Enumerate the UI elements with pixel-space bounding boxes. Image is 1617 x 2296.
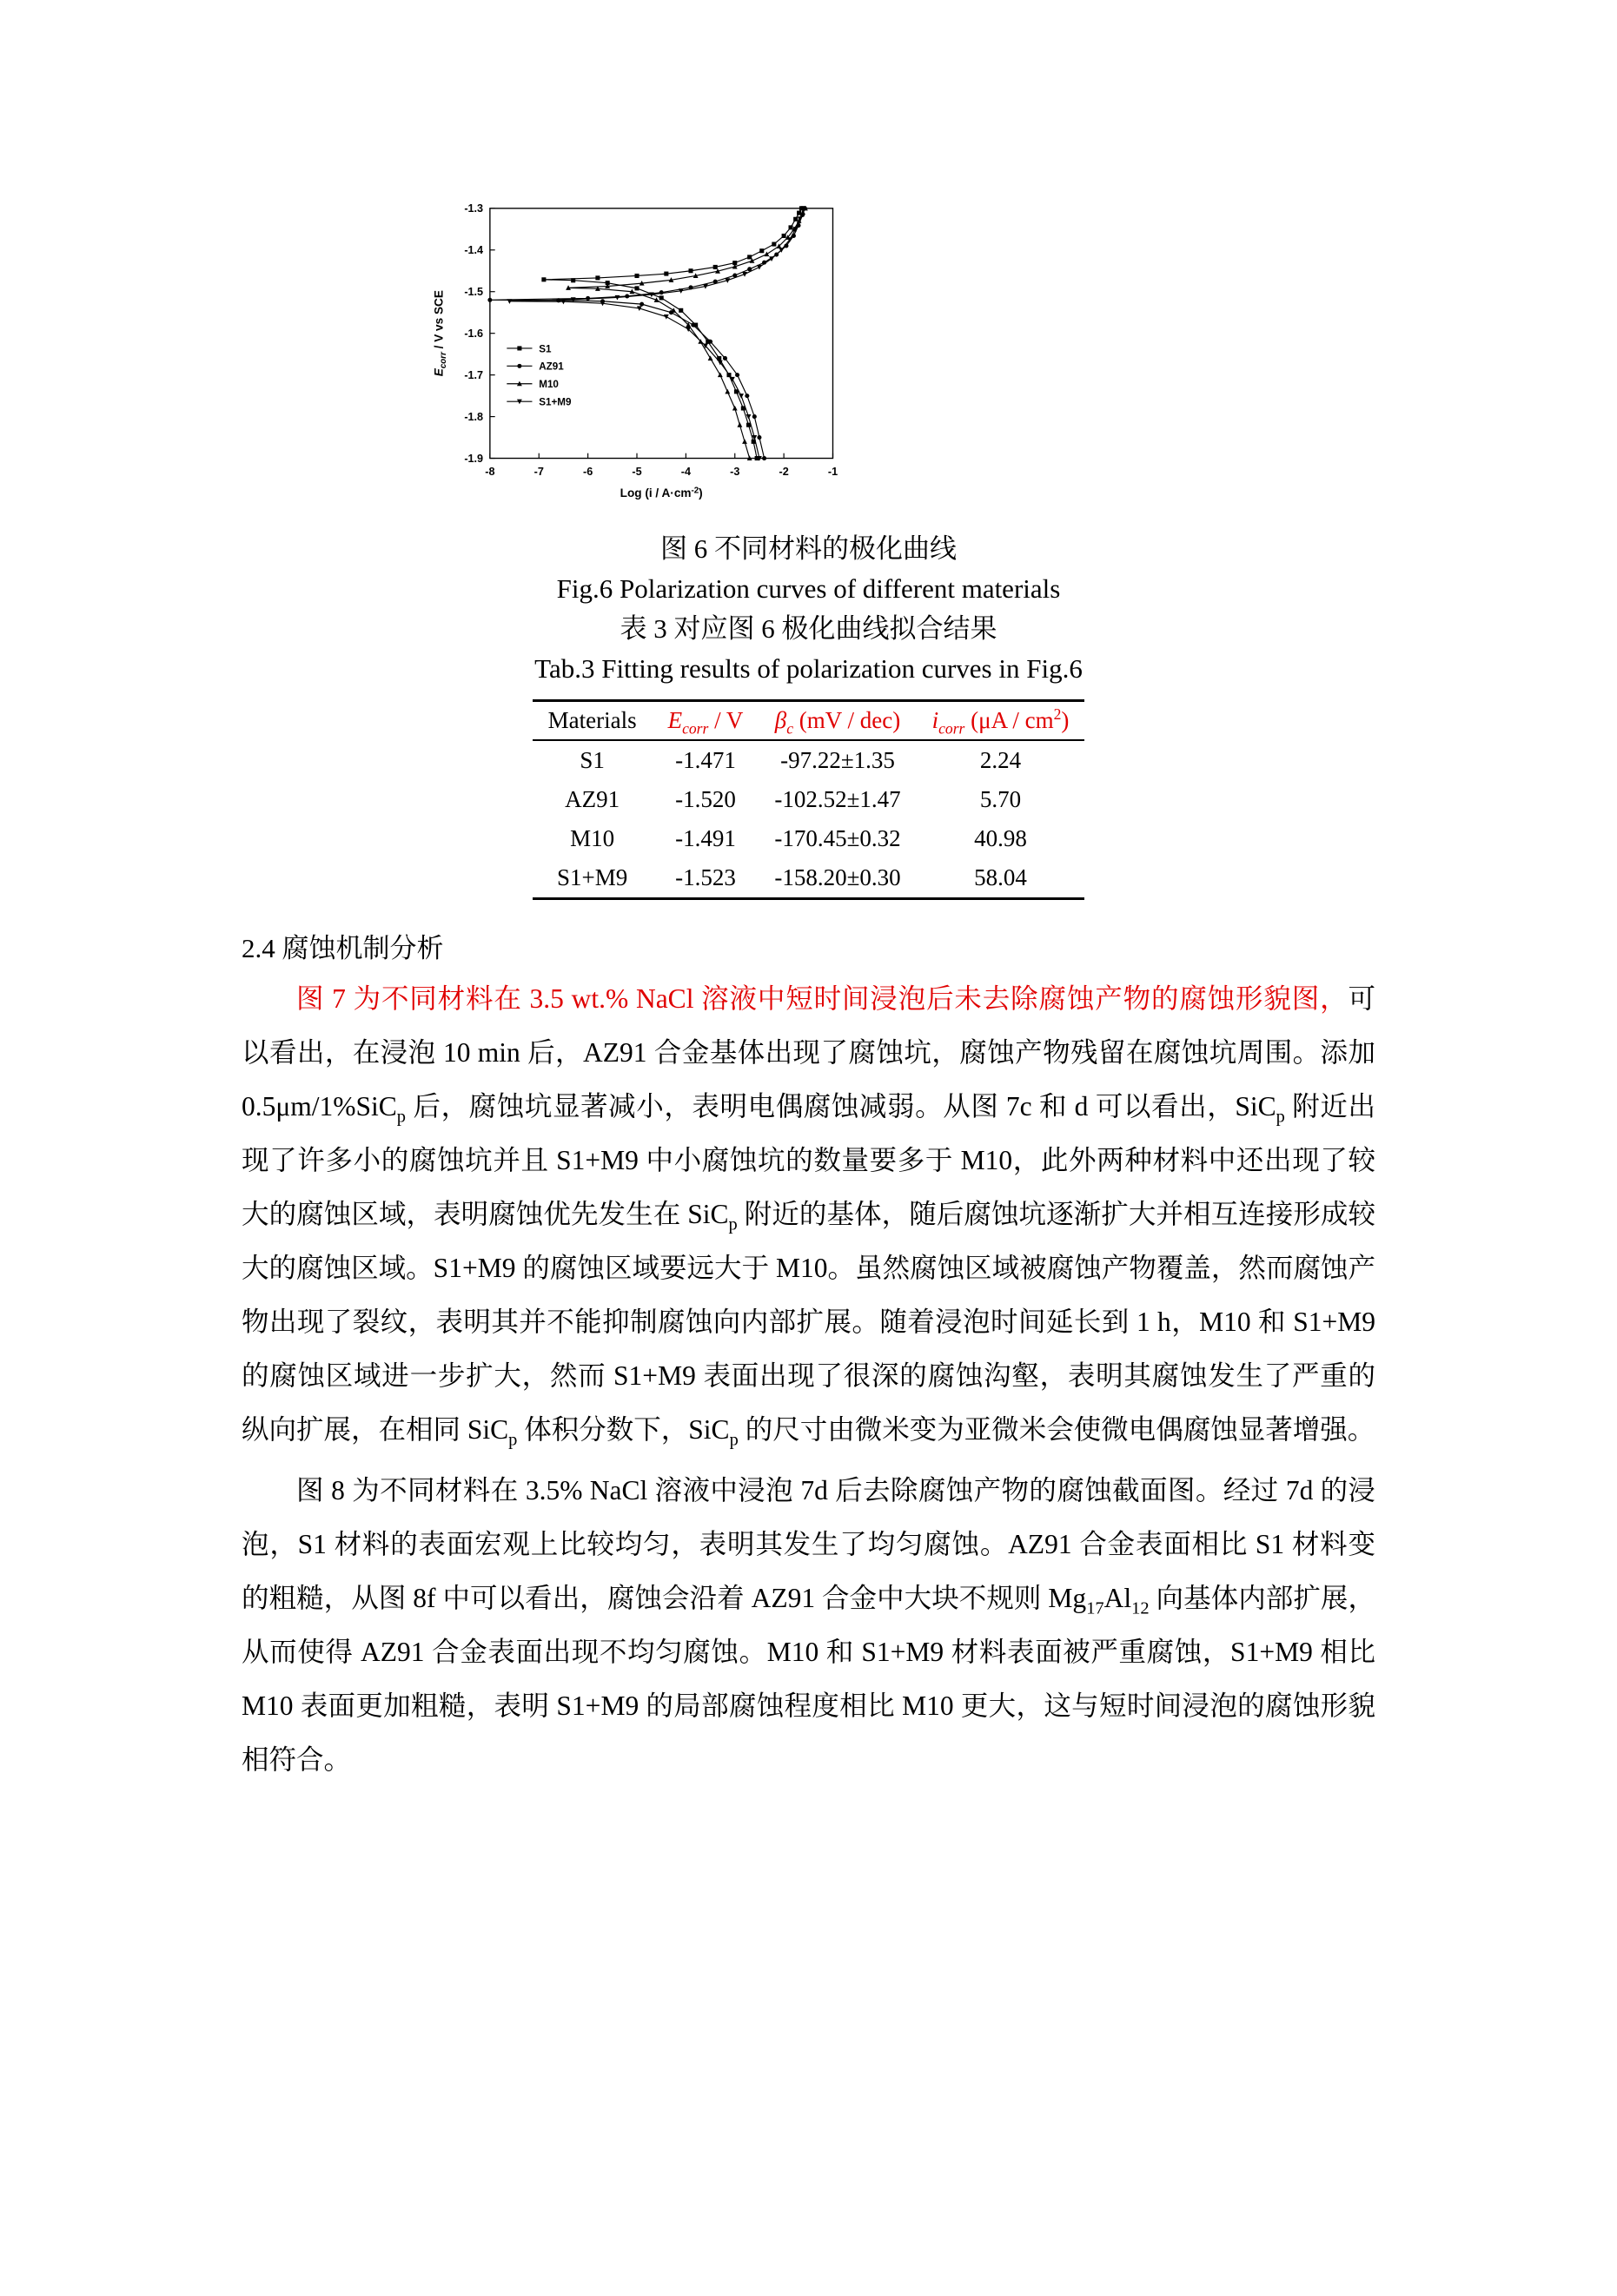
text-segment: corr — [938, 719, 965, 738]
polarization-chart — [242, 196, 1375, 515]
text-segment: p — [1276, 1107, 1285, 1127]
text-segment: 可以看出，在浸泡 10 min 后，AZ91 合金基体出现了腐蚀坑，腐蚀产物残留在腐蚀坑周围。添加 0.5μm/1%SiC — [242, 983, 1375, 1122]
table3-caption-en: Tab.3 Fitting results of polarization curves in Fig.6 — [534, 653, 1083, 684]
text-segment: 后，腐蚀坑显著减小，表明电偶腐蚀减弱。从图 7c 和 d 可以看出，SiC — [406, 1091, 1276, 1122]
svg-text:Log (i / A·cm-2): Log $(i / A\cdot cm^{-2})$ — [620, 486, 703, 500]
text-segment: p — [396, 1107, 407, 1127]
table-cell: -1.520 — [675, 786, 736, 812]
figure6-caption-en: Fig.6 Polarization curves of different materials — [556, 573, 1061, 604]
table-cell: 58.04 — [974, 864, 1027, 890]
table-cell: S1+M9 — [556, 864, 628, 890]
svg-text:AZ91: AZ91 — [539, 361, 564, 373]
text-segment: / V — [708, 707, 744, 733]
text-segment: corr — [682, 719, 709, 738]
table-cell: -170.45±0.32 — [774, 825, 901, 851]
svg-text:-1.6: -1.6 — [464, 328, 484, 341]
svg-text:-1.8: -1.8 — [464, 410, 484, 423]
table-cell: 2.24 — [979, 747, 1022, 773]
text-segment: 附近出现了许多小的腐蚀坑并且 S1+M9 中小腐蚀坑的数量要多于 M10，此外两种材料中还出现了较大的腐蚀区域，表明腐蚀优先发生在 SiC — [242, 1091, 1375, 1229]
svg-text:M10: M10 — [539, 379, 559, 391]
text-segment: p — [729, 1430, 739, 1450]
text-segment: 图 8 为不同材料在 3.5% NaCl 溶液中浸泡 7d 后去除腐蚀产物的腐蚀截面图。经过 7d 的浸泡，S1 材料的表面宏观上比较均匀，表明其发生了均匀腐蚀。AZ91 合金表面相比 S1 材料变的粗糙，从图 8f 中可以看出，腐蚀会沿着 AZ91 合金中大块不规则 Mg — [242, 1475, 1375, 1613]
text-segment: 17 — [1086, 1598, 1104, 1618]
figure6-caption-zh: 图 6 不同材料的极化曲线 — [660, 533, 957, 564]
table3-caption-zh: 表 3 对应图 6 极化曲线拟合结果 — [620, 613, 997, 644]
table-cell: -102.52±1.47 — [774, 786, 901, 812]
paragraph-cross-section — [242, 1464, 1375, 1787]
table-cell: 5.70 — [979, 786, 1022, 812]
figure6-block — [242, 196, 1375, 515]
polarization-chart-svg — [426, 196, 848, 511]
text-segment: (μA / cm — [964, 707, 1054, 733]
table-row — [533, 780, 1085, 819]
table-cell: S1 — [580, 747, 605, 773]
svg-text:-1: -1 — [827, 465, 838, 478]
svg-text:-1.7: -1.7 — [464, 368, 484, 381]
text-segment: Al — [1103, 1583, 1132, 1613]
table-row — [533, 819, 1085, 858]
text-segment: i — [931, 707, 939, 733]
text-segment: 2 — [1053, 705, 1062, 723]
table-row — [533, 858, 1085, 899]
svg-text:S1: S1 — [539, 343, 552, 355]
table-cell: -1.491 — [675, 825, 736, 851]
table-cell: -97.22±1.35 — [780, 747, 895, 773]
paragraph-corrosion-morphology — [242, 972, 1375, 1457]
text-segment: c — [786, 719, 793, 738]
text-segment: p — [508, 1430, 518, 1450]
table-cell: -1.471 — [675, 747, 736, 773]
svg-text:-2: -2 — [779, 465, 789, 478]
text-segment: p — [728, 1214, 738, 1234]
text-segment: β — [774, 707, 787, 733]
table-header — [533, 701, 1085, 741]
text-segment: 向基体内部扩展，从而使得 AZ91 合金表面出现不均匀腐蚀。M10 和 S1+M9 材料表面被严重腐蚀，S1+M9 相比 M10 表面更加粗糙，表明 S1+M9 的局部腐蚀程度相比 M10 更大，这与短时间浸泡的腐蚀形貌相符合。 — [242, 1583, 1375, 1775]
svg-text:Ecorr / V vs SCE: $E_{corr}$ / V vs SCE — [432, 290, 448, 377]
svg-text:-1.9: -1.9 — [464, 452, 484, 465]
svg-text:-1.5: -1.5 — [464, 286, 484, 299]
table-cell: M10 — [570, 825, 615, 851]
table-cell: -1.523 — [675, 864, 736, 890]
svg-text:-4: -4 — [680, 465, 691, 478]
text-segment: 12 — [1131, 1598, 1150, 1618]
fitting-results-table-body — [533, 740, 1085, 899]
col-materials — [533, 701, 653, 741]
col-beta-c — [759, 701, 916, 741]
table-cell: 40.98 — [974, 825, 1027, 851]
svg-text:-1.3: -1.3 — [464, 202, 484, 215]
table-wrap — [242, 699, 1375, 900]
table-row — [533, 740, 1085, 780]
text-segment: 的尺寸由微米变为亚微米会使微电偶腐蚀显著增强。 — [738, 1414, 1375, 1445]
text-segment: (mV / dec) — [792, 707, 901, 733]
text-segment: 体积分数下，SiC — [517, 1414, 730, 1445]
page-content — [242, 196, 1375, 1787]
svg-text:-5: -5 — [632, 465, 642, 478]
svg-text:-8: -8 — [485, 465, 495, 478]
text-segment: 图 7 为不同材料在 3.5 wt.% NaCl 溶液中短时间浸泡后未去除腐蚀产物的腐蚀形貌图， — [296, 983, 1349, 1014]
col-ecorr — [653, 701, 759, 741]
text-segment: E — [667, 707, 683, 733]
table-cell: -158.20±0.30 — [774, 864, 901, 890]
svg-text:-3: -3 — [730, 465, 740, 478]
text-segment: ) — [1061, 707, 1070, 733]
table-header-row — [533, 701, 1085, 741]
captions-block — [242, 529, 1375, 689]
svg-text:-7: -7 — [533, 465, 544, 478]
text-segment: 附近的基体，随后腐蚀坑逐渐扩大并相互连接形成较大的腐蚀区域。S1+M9 的腐蚀区域要远大于 M10。虽然腐蚀区域被腐蚀产物覆盖，然而腐蚀产物出现了裂纹，表明其并不能抑制腐蚀向内部扩展。随着浸泡时间延长到 1 h，M10 和 S1+M9 的腐蚀区域进一步扩大，然而 S1+M9 表面出现了很深的腐蚀沟壑，表明其腐蚀发生了严重的纵向扩展，在相同 SiC — [242, 1199, 1375, 1445]
col-icorr — [917, 701, 1085, 741]
fitting-results-table — [533, 699, 1085, 900]
svg-text:-1.4: -1.4 — [464, 244, 484, 257]
text-segment: Materials — [547, 707, 637, 733]
table-cell: AZ91 — [565, 786, 620, 812]
svg-text:S1+M9: S1+M9 — [539, 396, 572, 408]
section-heading: 2.4 腐蚀机制分析 — [242, 933, 444, 963]
svg-text:-6: -6 — [583, 465, 593, 478]
